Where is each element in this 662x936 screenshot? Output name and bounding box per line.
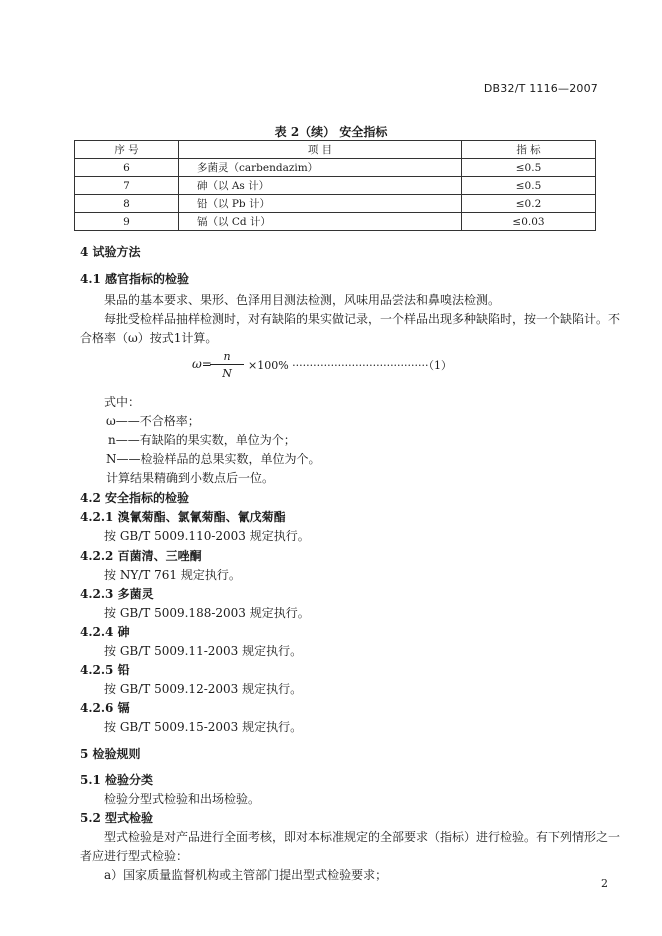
row-value: ≤0.5 [462,177,596,195]
paragraph: 按 GB/T 5009.11-2003 规定执行。 [104,644,303,658]
section-4-2-1-heading: 4.2.1 溴氰菊酯、氯氰菊酯、氰戊菊酯 [80,510,286,524]
paragraph: 合格率（ω）按式1计算。 [80,331,218,345]
row-value: ≤0.03 [462,213,596,231]
table-title: 表 2（续） 安全指标 [274,125,388,139]
formula-denominator: N [222,367,232,380]
formula-rhs: ×100% ·······································（1） [248,359,453,372]
header-indicator: 指 标 [462,141,596,159]
paragraph: 果品的基本要求、果形、色泽用目测法检测，风味用品尝法和鼻嗅法检测。 [104,293,501,307]
list-item: a）国家质量监督机构或主管部门提出型式检验要求； [104,868,388,882]
row-value: ≤0.5 [462,159,596,177]
safety-indicator-table [74,140,596,231]
section-5-heading: 5 检验规则 [80,747,141,761]
row-no: 8 [75,195,179,213]
row-item: 砷（以 As 计） [179,177,462,195]
paragraph: 按 GB/T 5009.188-2003 规定执行。 [104,606,310,620]
section-4-2-3-heading: 4.2.3 多菌灵 [80,587,154,601]
header-item: 项 目 [179,141,462,159]
document-code: DB32/T 1116—2007 [483,82,598,95]
definition: N——检验样品的总果实数，单位为个。 [106,452,321,466]
definition: n——有缺陷的果实数，单位为个； [108,433,296,447]
paragraph: 检验分型式检验和出场检验。 [104,792,261,806]
section-4-2-heading: 4.2 安全指标的检验 [80,491,190,505]
row-item: 铅（以 Pb 计） [179,195,462,213]
fraction-bar [210,364,244,365]
section-4-2-4-heading: 4.2.4 砷 [80,625,130,639]
paragraph: 者应进行型式检验： [80,849,189,863]
section-4-2-6-heading: 4.2.6 镉 [80,701,130,715]
section-4-1-heading: 4.1 感官指标的检验 [80,272,190,286]
row-item: 镉（以 Cd 计） [179,213,462,231]
table-row [75,177,596,195]
paragraph: 按 NY/T 761 规定执行。 [104,568,241,582]
table-row [75,213,596,231]
paragraph: 按 GB/T 5009.15-2003 规定执行。 [104,720,303,734]
row-item: 多菌灵（carbendazim） [179,159,462,177]
page-number: 2 [601,877,608,890]
section-4-heading: 4 试验方法 [80,245,141,259]
row-no: 6 [75,159,179,177]
table-row [75,195,596,213]
table-header-row [75,141,596,159]
paragraph: 每批受检样品抽样检测时，对有缺陷的果实做记录，一个样品出现多种缺陷时，按一个缺陷计。不 [104,312,621,326]
where-label: 式中： [104,395,141,409]
row-no: 7 [75,177,179,195]
formula-lhs: ω= [192,357,212,371]
section-4-2-2-heading: 4.2.2 百菌清、三唑酮 [80,549,202,563]
paragraph: 型式检验是对产品进行全面考核，即对本标准规定的全部要求（指标）进行检验。有下列情形之一 [104,830,621,844]
paragraph: 计算结果精确到小数点后一位。 [106,471,275,485]
row-value: ≤0.2 [462,195,596,213]
section-5-1-heading: 5.1 检验分类 [80,773,154,787]
paragraph: 按 GB/T 5009.110-2003 规定执行。 [104,529,310,543]
header-no: 序 号 [75,141,179,159]
row-no: 9 [75,213,179,231]
section-4-2-5-heading: 4.2.5 铅 [80,663,130,677]
section-5-2-heading: 5.2 型式检验 [80,811,154,825]
paragraph: 按 GB/T 5009.12-2003 规定执行。 [104,682,303,696]
table-row [75,159,596,177]
formula-numerator: n [223,350,231,363]
definition: ω——不合格率； [106,414,200,428]
